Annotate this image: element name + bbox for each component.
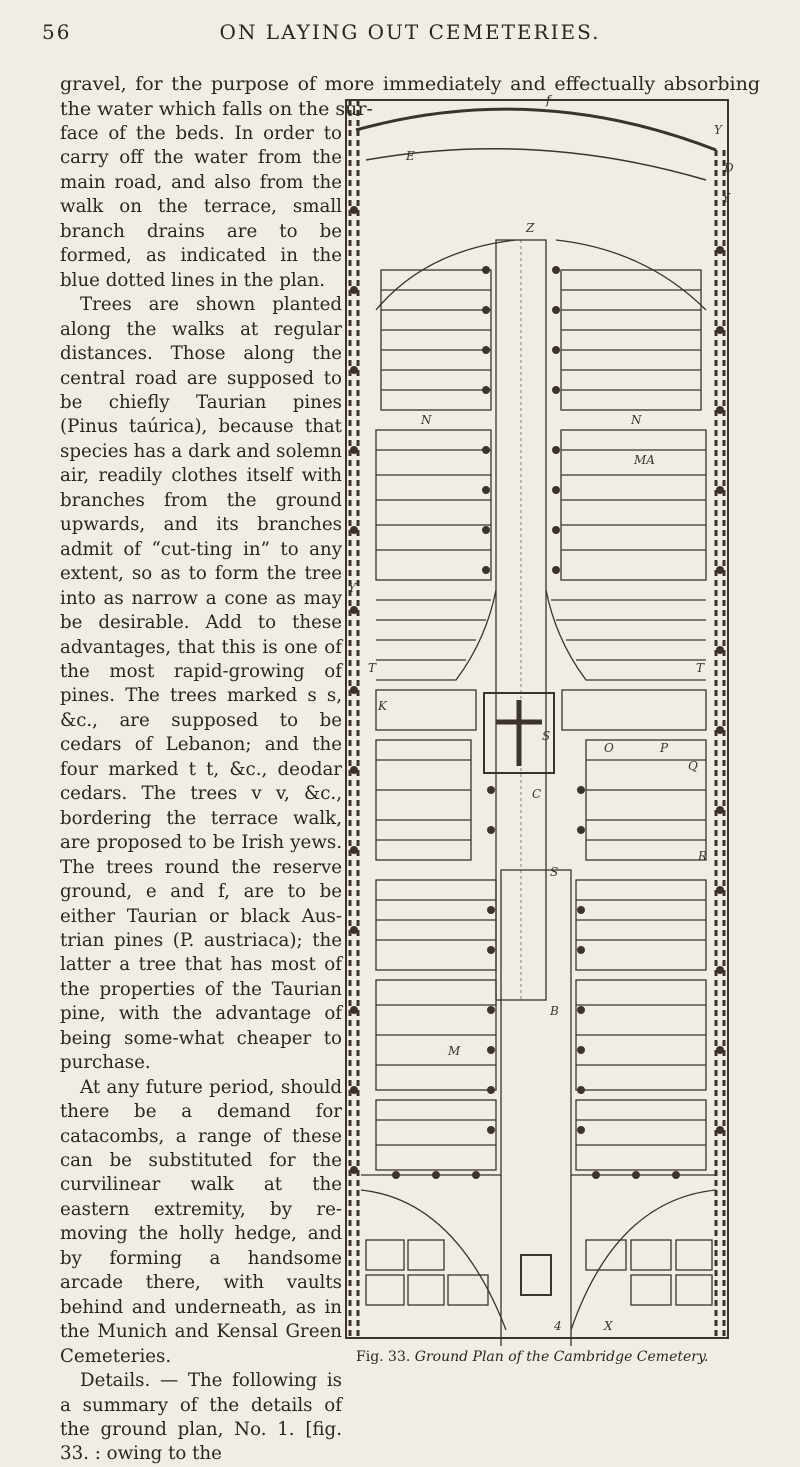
- plan-letter-t-left: T: [368, 661, 377, 675]
- plan-letter-n-right: N: [631, 413, 642, 427]
- plan-letter-y-side: Y: [348, 581, 356, 595]
- figure-caption: [356, 1349, 746, 1365]
- plan-letter-s-lower: S: [550, 865, 559, 879]
- lead-line: gravel, for the purpose of more immediately and effectually absorbing the water which falls on the sur-: [60, 73, 760, 120]
- beds-lower-right: [576, 880, 706, 1170]
- bottom-buildings-left: [366, 1240, 488, 1305]
- plan-letter-4: 4: [554, 1319, 562, 1333]
- plan-letter-ma: MA: [634, 453, 655, 467]
- central-road-lower: [501, 870, 571, 1346]
- top-arc-inner: [366, 149, 706, 180]
- bottom-buildings-right: [586, 1240, 712, 1305]
- paragraph-drains: face of the beds. In order to carry off the water from the main road, and also from the walk on the terrace, small branch drains are to be formed, as indicated in the blue dotted lines in the plan.: [60, 123, 342, 291]
- catacomb-curve-right: [571, 1190, 716, 1330]
- paragraph-details: Details. — The following is a summary of the details of the ground plan, No. 1. [fig. 33. : owing to the: [60, 1370, 342, 1465]
- plan-letter-d: D: [724, 161, 734, 175]
- caption-number: Fig. 33.: [356, 1349, 411, 1365]
- plan-letter-z: Z: [526, 221, 535, 235]
- left-hedge: [350, 100, 358, 1338]
- beds-middle-right: [586, 740, 706, 860]
- plan-letter-y-top: Y: [714, 123, 722, 137]
- plan-letter-r: R: [698, 849, 708, 863]
- plan-letter-s-upper: S: [542, 729, 551, 743]
- upper-walk-right: [556, 240, 706, 310]
- beds-lower-left: [376, 880, 496, 1170]
- road-diverge-right: [546, 590, 706, 680]
- block-right-s: [562, 690, 706, 730]
- beds-middle-left: [376, 740, 471, 860]
- text-column: [60, 122, 342, 1467]
- plan-letter-b: B: [550, 1004, 559, 1018]
- running-title: ON LAYING OUT CEMETERIES.: [219, 20, 601, 44]
- cemetery-ground-plan: [336, 90, 736, 1346]
- upper-walk-left: [376, 240, 516, 310]
- beds-upper-left: [381, 270, 491, 410]
- page-number: 56: [42, 20, 72, 44]
- beds-third-right: [551, 600, 706, 660]
- plan-letter-t-right: T: [696, 661, 705, 675]
- plan-letter-c: C: [532, 787, 542, 801]
- chapel-cross: [496, 700, 542, 766]
- plan-letter-n-left: N: [421, 413, 432, 427]
- caption-title: Ground Plan of the Cambridge Cemetery.: [414, 1349, 709, 1365]
- beds-upper-right: [561, 270, 701, 410]
- plan-letter-f: f: [546, 93, 551, 107]
- block-left-k: [376, 690, 476, 730]
- top-arc: [356, 109, 716, 150]
- plan-letter-o: O: [604, 741, 614, 755]
- road-diverge-left: [376, 590, 496, 680]
- entrance-lodge: [521, 1255, 551, 1295]
- paragraph-trees: Trees are shown planted along the walks at regular distances. Those along the central road are supposed to be chiefly Taurian pines (Pinus taúrica), because that species has a dark and solemn air, readily clothes itself with branches from the ground upwards, and its branches admit of “cut-ting in” to any extent, so as to form the tree into as narrow a cone as may be desirable. Add to these advantages, that this is one of the most rapid-growing of pines. The trees marked s s, &c., are supposed to be cedars of Lebanon; and the four marked t t, &c., deodar cedars. The trees v v, &c., bordering the terrace walk, are proposed to be Irish yews. The trees round the reserve ground, e and f, are to be either Taurian or black Aus-trian pines (P. austriaca); the latter a tree that has most of the properties of the Taurian pine, with the advantage of being some-what cheaper to purchase.: [60, 294, 342, 1074]
- plan-letter-m: M: [448, 1044, 461, 1058]
- plan-boundary: [346, 100, 728, 1338]
- plan-letter-y-right: Y: [722, 191, 730, 205]
- paragraph-catacombs: At any future period, should there be a demand for catacombs, a range of these can be substituted for the curvilinear walk at the eastern extremity, by re-moving the holly hedge, and by forming a handsome arcade there, with vaults behind and underneath, as in the Munich and Kensal Green Cemeteries.: [60, 1076, 342, 1367]
- plan-letter-p: P: [660, 741, 669, 755]
- plan-letter-e: E: [406, 149, 415, 163]
- plan-letter-x: X: [604, 1319, 613, 1333]
- beds-second-left: [376, 430, 491, 580]
- plan-letter-q: Q: [688, 759, 698, 773]
- catacomb-curve-left: [361, 1190, 506, 1330]
- plan-letter-k: K: [378, 699, 387, 713]
